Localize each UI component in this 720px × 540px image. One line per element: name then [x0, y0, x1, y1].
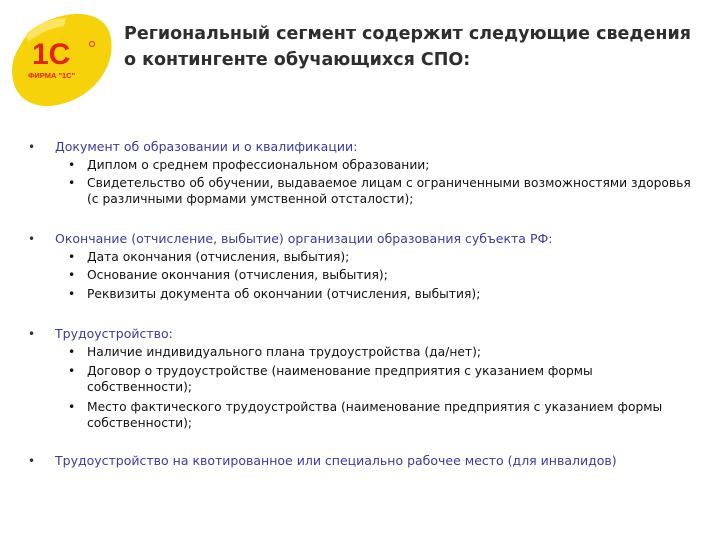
- sub-bullet-marker: •: [68, 268, 76, 282]
- bullet-marker: •: [28, 140, 36, 154]
- list-item: [68, 344, 698, 360]
- section-heading: Трудоустройство:: [55, 326, 173, 341]
- list-item: [68, 267, 698, 283]
- section-heading: Окончание (отчисление, выбытие) организации образования субъекта РФ:: [55, 231, 553, 246]
- logo-caption-text: ФИРМА "1С": [28, 71, 76, 80]
- list-item-text: Договор о трудоустройстве (наименование предприятия с указанием формы собственности);: [87, 364, 593, 394]
- sub-bullet-marker: •: [68, 287, 76, 301]
- list-item: [68, 399, 698, 431]
- sub-bullet-marker: •: [68, 400, 76, 414]
- page-title-line-1: Региональный сегмент содержит следующие сведения: [124, 24, 691, 44]
- list-item-text: Диплом о среднем профессиональном образовании;: [87, 158, 430, 172]
- list-item-text: Свидетельство об обучении, выдаваемое лицам с ограниченными возможностями здоровья (с различными формами умственной отсталости);: [87, 176, 691, 206]
- list-item: [68, 175, 698, 207]
- list-item: [68, 157, 698, 173]
- list-item-text: Место фактического трудоустройства (наименование предприятия с указанием формы собственности);: [87, 400, 663, 430]
- bullet-marker: •: [28, 454, 36, 468]
- sub-bullet-marker: •: [68, 250, 76, 264]
- sub-bullet-marker: •: [68, 345, 76, 359]
- sub-bullet-marker: •: [68, 364, 76, 378]
- bullet-marker: •: [28, 327, 36, 341]
- logo-brand-text: 1С: [32, 38, 71, 71]
- list-item: [68, 363, 698, 395]
- section-heading: Трудоустройство на квотированное или специально рабочее место (для инвалидов): [55, 453, 617, 468]
- list-item-text: Реквизиты документа об окончании (отчисления, выбытия);: [87, 287, 481, 301]
- sub-bullet-marker: •: [68, 176, 76, 190]
- section-heading: Документ об образовании и о квалификации:: [55, 139, 358, 154]
- list-item-text: Наличие индивидуального плана трудоустройства (да/нет);: [87, 345, 482, 359]
- sub-bullet-marker: •: [68, 158, 76, 172]
- list-item-text: Основание окончания (отчисления, выбытия);: [87, 268, 388, 282]
- list-item: [68, 286, 698, 302]
- bullet-marker: •: [28, 232, 36, 246]
- list-item-text: Дата окончания (отчисления, выбытия);: [87, 250, 350, 264]
- page-title-line-2: о контингенте обучающихся СПО:: [124, 50, 471, 70]
- list-item: [68, 249, 698, 265]
